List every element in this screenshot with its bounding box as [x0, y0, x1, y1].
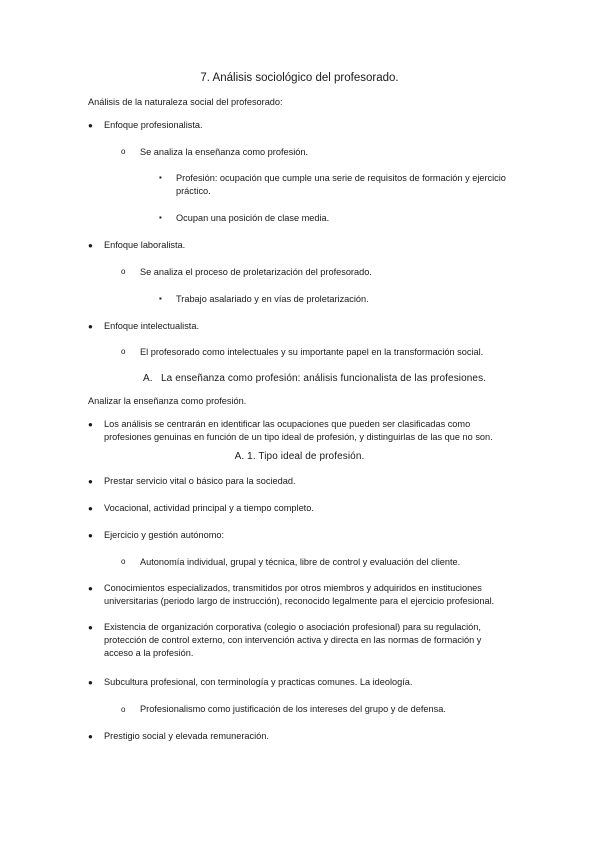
- list-item: Prestar servicio vital o básico para la sociedad.: [104, 476, 296, 486]
- list-item: Enfoque profesionalista.: [104, 120, 203, 130]
- bullet-icon: ●: [88, 678, 93, 687]
- section-a-label: A.: [143, 373, 153, 384]
- bullet-icon: ●: [88, 322, 93, 331]
- bullet-icon: ●: [88, 584, 93, 593]
- bullet-icon: ●: [88, 241, 93, 250]
- list-item: Profesión: ocupación que cumple una serie de requisitos de formación y ejercicio: [176, 173, 506, 183]
- bullet-icon: ●: [88, 504, 93, 513]
- section-a-heading: La enseñanza como profesión: análisis funcionalista de las profesiones.: [161, 373, 487, 384]
- list-item-continuation: universitarias (periodo largo de instrucción), reconocido legalmente para el ejercicio profesional.: [104, 596, 495, 606]
- bullet-icon: o: [121, 705, 126, 714]
- list-item: Ocupan una posición de clase media.: [176, 213, 330, 223]
- bullet-icon: ●: [88, 121, 93, 130]
- page-title: 7. Análisis sociológico del profesorado.: [200, 72, 399, 84]
- bullet-icon: ●: [88, 420, 93, 429]
- list-item: Vocacional, actividad principal y a tiempo completo.: [104, 503, 314, 513]
- bullet-icon: ●: [88, 531, 93, 540]
- bullet-icon: ▪: [159, 294, 162, 303]
- list-item: Se analiza el proceso de proletarización del profesorado.: [140, 267, 372, 277]
- list-item: El profesorado como intelectuales y su importante papel en la transformación social.: [140, 347, 484, 357]
- list-item: Se analiza la enseñanza como profesión.: [140, 147, 309, 157]
- list-item-continuation: práctico.: [176, 186, 211, 196]
- list-item: Ejercicio y gestión autónomo:: [104, 530, 225, 540]
- bullet-icon: o: [121, 267, 126, 276]
- paragraph: Analizar la enseñanza como profesión.: [88, 396, 247, 406]
- list-item: Conocimientos especializados, transmitidos por otros miembros y adquiridos en instituciones: [104, 583, 482, 593]
- list-item: Prestigio social y elevada remuneración.: [104, 731, 269, 741]
- list-item: Existencia de organización corporativa (colegio o asociación profesional) para su regulación,: [104, 622, 481, 632]
- list-item: Subcultura profesional, con terminología y practicas comunes. La ideología.: [104, 677, 413, 687]
- list-item: Autonomía individual, grupal y técnica, libre de control y evaluación del cliente.: [140, 557, 461, 567]
- intro-text: Análisis de la naturaleza social del profesorado:: [88, 97, 283, 107]
- bullet-icon: ▪: [159, 213, 162, 222]
- bullet-icon: o: [121, 147, 126, 156]
- bullet-icon: ▪: [159, 173, 162, 182]
- bullet-icon: ●: [88, 623, 93, 632]
- list-item-continuation: protección de control externo, con intervención activa y directa en las normas de formación y: [104, 635, 482, 645]
- list-item: Los análisis se centrarán en identificar las ocupaciones que pueden ser clasificadas como: [104, 419, 471, 429]
- bullet-icon: o: [121, 557, 126, 566]
- bullet-icon: ●: [88, 732, 93, 741]
- list-item: Profesionalismo como justificación de los intereses del grupo y de defensa.: [140, 704, 446, 714]
- list-item: Trabajo asalariado y en vías de proletarización.: [176, 294, 369, 304]
- section-a1-heading: A. 1. Tipo ideal de profesión.: [234, 451, 365, 462]
- list-item: Enfoque laboralista.: [104, 240, 186, 250]
- bullet-icon: o: [121, 347, 126, 356]
- list-item: Enfoque intelectualista.: [104, 321, 200, 331]
- bullet-icon: ●: [88, 477, 93, 486]
- list-item-continuation: acceso a la profesión.: [104, 648, 194, 658]
- list-item-continuation: profesiones genuinas en función de un tipo ideal de profesión, y distinguirlas de las que no son.: [104, 432, 493, 442]
